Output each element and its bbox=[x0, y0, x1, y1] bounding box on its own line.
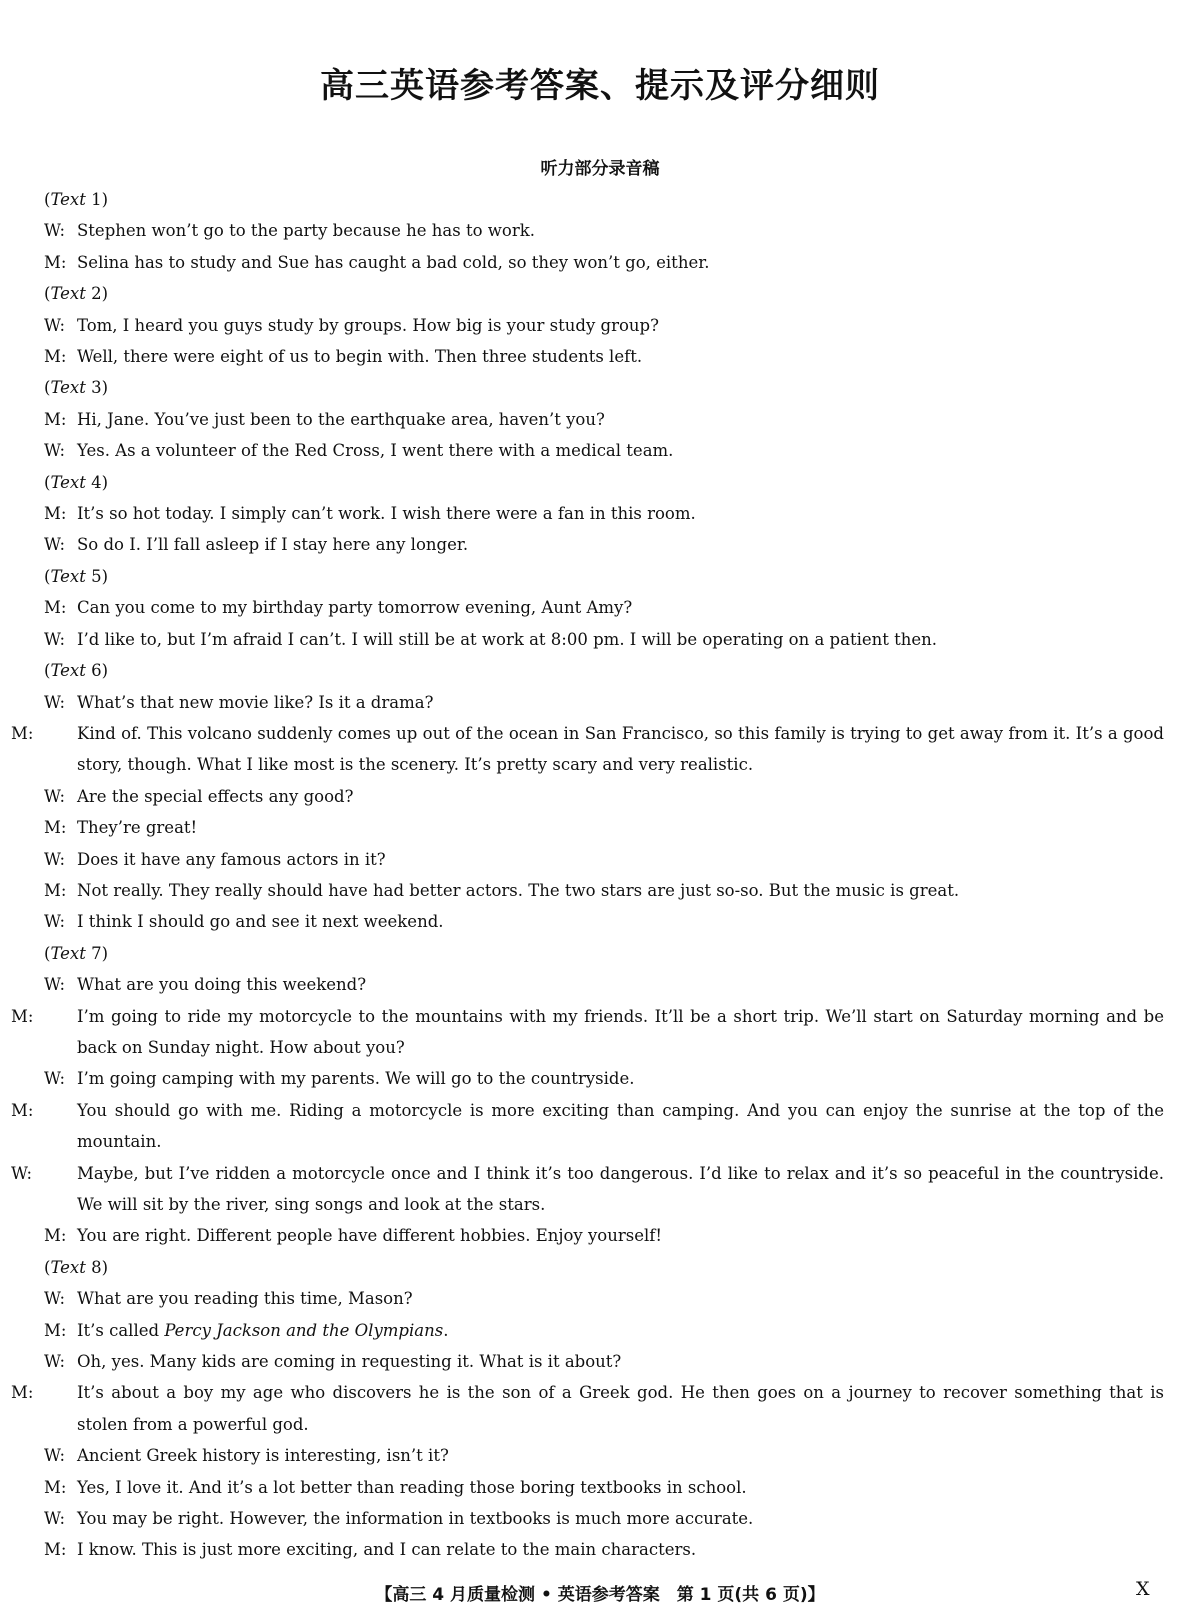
line-text: Does it have any famous actors in it? bbox=[77, 849, 386, 869]
speaker: W: bbox=[44, 441, 66, 461]
text-label: (Text 3) bbox=[44, 378, 109, 398]
line-text: You should go with me. Riding a motorcycle is more exciting than camping. And you can enjoy the sunrise at the top of the mountain. bbox=[77, 1100, 1164, 1152]
text-label: (Text 4) bbox=[44, 472, 109, 492]
text-label: (Text 7) bbox=[44, 943, 109, 963]
dialogue-line bbox=[44, 781, 1164, 812]
speaker: W: bbox=[44, 1509, 66, 1529]
line-text: Tom, I heard you guys study by groups. How big is your study group? bbox=[77, 315, 659, 335]
line-text-prefix: It’s called bbox=[77, 1320, 165, 1340]
dialogue-line bbox=[44, 592, 1164, 623]
text-label-number: 7) bbox=[85, 943, 109, 963]
line-text: Are the special effects any good? bbox=[77, 786, 354, 806]
dialogue-line bbox=[44, 1440, 1164, 1471]
page-title: 高三英语参考答案、提示及评分细则 bbox=[320, 66, 880, 106]
dialogue-line bbox=[44, 812, 1164, 843]
line-text: Well, there were eight of us to begin with. Then three students left. bbox=[77, 347, 643, 367]
speaker: M: bbox=[11, 1383, 34, 1403]
text-label: (Text 1) bbox=[44, 190, 109, 209]
speaker: M: bbox=[44, 504, 67, 524]
speaker: W: bbox=[44, 1289, 66, 1309]
line-text-suffix: . bbox=[443, 1320, 449, 1340]
text-label-word: Text bbox=[50, 1257, 86, 1277]
speaker: W: bbox=[44, 1446, 66, 1466]
text-label-number: 2) bbox=[85, 284, 109, 304]
text-label-word: Text bbox=[50, 472, 86, 492]
speaker: M: bbox=[44, 880, 67, 900]
text-label: (Text 2) bbox=[44, 284, 109, 304]
speaker: W: bbox=[44, 975, 66, 995]
dialogue-line bbox=[44, 844, 1164, 875]
dialogue-line bbox=[11, 1377, 1164, 1440]
section-title: 听力部分录音稿 bbox=[540, 159, 660, 179]
line-text: Not really. They really should have had better actors. The two stars are just so-so. But the music is great. bbox=[77, 880, 960, 900]
line-text: Kind of. This volcano suddenly comes up out of the ocean in San Francisco, so this family is trying to get away from it. It’s a good story, though. What I like most is the scenery. It’s pretty scary and very realistic. bbox=[77, 723, 1164, 775]
text-label-word: Text bbox=[50, 284, 86, 304]
dialogue-line bbox=[44, 247, 1164, 278]
text-label-number: 5) bbox=[85, 566, 109, 586]
dialogue-line bbox=[44, 1315, 1164, 1346]
speaker: M: bbox=[11, 1006, 34, 1026]
line-text: What are you doing this weekend? bbox=[77, 975, 367, 995]
line-text: Selina has to study and Sue has caught a bad cold, so they won’t go, either. bbox=[77, 252, 710, 272]
speaker: M: bbox=[11, 1100, 34, 1120]
dialogue-line bbox=[44, 1283, 1164, 1314]
text-label: (Text 5) bbox=[44, 566, 109, 586]
speaker: W: bbox=[44, 221, 66, 241]
dialogue-line bbox=[44, 1503, 1164, 1534]
footer-mark: X bbox=[1136, 1578, 1150, 1600]
dialogue-line bbox=[44, 529, 1164, 560]
transcript bbox=[11, 184, 1164, 1566]
line-text: Can you come to my birthday party tomorrow evening, Aunt Amy? bbox=[77, 598, 633, 618]
line-text: I’m going camping with my parents. We will go to the countryside. bbox=[77, 1069, 635, 1089]
dialogue-line bbox=[44, 1220, 1164, 1251]
text-label-word: Text bbox=[50, 566, 86, 586]
line-text: So do I. I’ll fall asleep if I stay here any longer. bbox=[77, 535, 469, 555]
line-text: Maybe, but I’ve ridden a motorcycle once and I think it’s too dangerous. I’d like to relax and it’s so peaceful in the countryside. We will sit by the river, sing songs and look at the stars. bbox=[77, 1163, 1164, 1214]
dialogue-line bbox=[44, 341, 1164, 372]
text-label: (Text 8) bbox=[44, 1257, 109, 1277]
dialogue-line bbox=[44, 435, 1164, 466]
speaker: M: bbox=[44, 347, 67, 367]
dialogue-line bbox=[11, 1095, 1164, 1158]
speaker: M: bbox=[11, 723, 34, 743]
dialogue-line bbox=[44, 687, 1164, 718]
speaker: W: bbox=[44, 849, 66, 869]
line-text: I’d like to, but I’m afraid I can’t. I will still be at work at 8:00 pm. I will be operating on a patient then. bbox=[77, 629, 938, 649]
dialogue-line bbox=[44, 215, 1164, 246]
dialogue-line bbox=[44, 1472, 1164, 1503]
line-text: What are you reading this time, Mason? bbox=[77, 1289, 413, 1309]
speaker: W: bbox=[11, 1163, 33, 1183]
line-text: What’s that new movie like? Is it a drama? bbox=[77, 692, 434, 712]
dialogue-line bbox=[44, 1346, 1164, 1377]
line-text: It’s so hot today. I simply can’t work. I wish there were a fan in this room. bbox=[77, 504, 696, 524]
speaker: W: bbox=[44, 629, 66, 649]
line-text: I know. This is just more exciting, and I can relate to the main characters. bbox=[77, 1540, 697, 1560]
speaker: W: bbox=[44, 692, 66, 712]
speaker: W: bbox=[44, 535, 66, 555]
speaker: W: bbox=[44, 1352, 66, 1372]
line-text: Hi, Jane. You’ve just been to the earthquake area, haven’t you? bbox=[77, 409, 605, 429]
line-text: You may be right. However, the information in textbooks is much more accurate. bbox=[77, 1509, 754, 1529]
dialogue-line bbox=[44, 969, 1164, 1000]
line-text: Ancient Greek history is interesting, isn’t it? bbox=[77, 1446, 449, 1466]
dialogue-line bbox=[44, 906, 1164, 937]
page-footer: 【高三 4 月质量检测 • 英语参考答案 第 1 页(共 6 页)】 bbox=[375, 1585, 825, 1605]
line-text: Yes. As a volunteer of the Red Cross, I went there with a medical team. bbox=[77, 441, 674, 461]
line-text: I’m going to ride my motorcycle to the mountains with my friends. It’ll be a short trip. We’ll start on Saturday morning and be back on Sunday night. How about you? bbox=[77, 1006, 1164, 1057]
dialogue-line bbox=[44, 875, 1164, 906]
speaker: M: bbox=[44, 818, 67, 838]
text-label-word: Text bbox=[50, 661, 86, 681]
dialogue-line bbox=[44, 624, 1164, 655]
text-label-number: 4) bbox=[85, 472, 109, 492]
dialogue-line bbox=[44, 1534, 1164, 1565]
line-text: Stephen won’t go to the party because he has to work. bbox=[77, 221, 535, 241]
text-label-number: 6) bbox=[85, 661, 109, 681]
dialogue-line bbox=[11, 718, 1164, 781]
speaker: M: bbox=[44, 1477, 67, 1497]
speaker: M: bbox=[44, 409, 67, 429]
text-label: (Text 6) bbox=[44, 661, 109, 681]
line-text: Oh, yes. Many kids are coming in requesting it. What is it about? bbox=[77, 1352, 622, 1372]
line-text: They’re great! bbox=[77, 818, 198, 838]
speaker: W: bbox=[44, 1069, 66, 1089]
dialogue-line bbox=[11, 1158, 1164, 1221]
speaker: W: bbox=[44, 786, 66, 806]
text-label-number: 8) bbox=[85, 1257, 109, 1277]
dialogue-line bbox=[44, 310, 1164, 341]
speaker: M: bbox=[44, 1540, 67, 1560]
dialogue-line bbox=[44, 1063, 1164, 1094]
speaker: M: bbox=[44, 1226, 67, 1246]
dialogue-line bbox=[44, 404, 1164, 435]
dialogue-line bbox=[44, 498, 1164, 529]
line-text: Yes, I love it. And it’s a lot better than reading those boring textbooks in school. bbox=[77, 1477, 747, 1497]
text-label-word: Text bbox=[50, 943, 86, 963]
text-label-word: Text bbox=[50, 190, 86, 209]
text-label-number: 3) bbox=[85, 378, 109, 398]
line-text: It’s about a boy my age who discovers he is the son of a Greek god. He then goes on a journey to recover something that is stolen from a powerful god. bbox=[77, 1383, 1164, 1434]
dialogue-line bbox=[11, 1001, 1164, 1064]
speaker: W: bbox=[44, 315, 66, 335]
speaker: M: bbox=[44, 1320, 67, 1340]
text-label-number: 1) bbox=[85, 190, 109, 209]
line-text: I think I should go and see it next weekend. bbox=[77, 912, 444, 932]
speaker: W: bbox=[44, 912, 66, 932]
line-text: You are right. Different people have different hobbies. Enjoy yourself! bbox=[77, 1226, 662, 1246]
book-title: Percy Jackson and the Olympians bbox=[164, 1320, 444, 1340]
speaker: M: bbox=[44, 252, 67, 272]
speaker: M: bbox=[44, 598, 67, 618]
text-label-word: Text bbox=[50, 378, 86, 398]
